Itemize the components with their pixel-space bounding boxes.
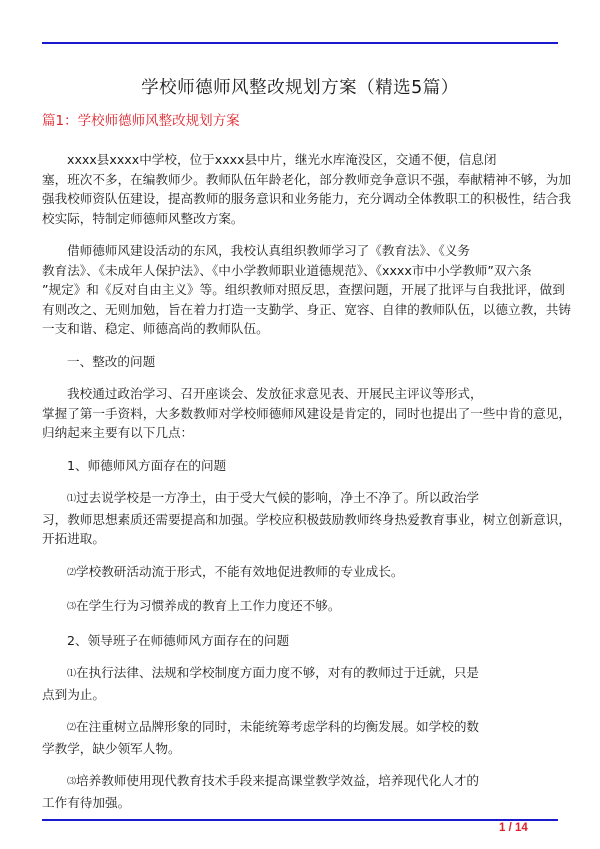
text-line: 强我校师资队伍建设，提高教师的服务意识和业务能力，充分调动全体教职工的积极性，结合我 — [42, 191, 571, 206]
list-marker: ⑴ — [67, 669, 77, 679]
text-span: 过去说学校是一方净土，由于受大气候的影响，净土不净了。所以政治学 — [76, 490, 480, 505]
footer-rule — [42, 819, 558, 821]
text-line: 塞，班次不多，在编教师少。教师队伍年龄老化，部分教师竞争意识不强，奉献精神不够，为加 — [42, 171, 571, 187]
text-line: 点到为止。 — [42, 686, 105, 702]
text-line: 掌握了第一手资料，大多数教师对学校师德师风建设是肯定的，同时也提出了一些中肯的意见， — [42, 405, 571, 421]
list-item — [42, 771, 560, 812]
text-line — [42, 488, 560, 510]
text-line: 借师德师风建设活动的东风，我校认真组织教师学习了《教育法》、《义务 — [67, 243, 470, 258]
page-indicator: 1 / 14 — [499, 822, 528, 834]
text-line: 归纳起来主要有以下几点： — [42, 425, 194, 440]
list-marker: ⑵ — [67, 567, 77, 578]
list-marker: ⑴ — [67, 494, 77, 504]
text-line — [42, 562, 560, 584]
text-line: 一支和谐、稳定、师德高尚的教师队伍。 — [42, 321, 269, 336]
text-line: 有则改之、无则加勉，旨在着力打造一支勤学、身正、宽容、自律的教师队伍，以德立教，共铸 — [42, 301, 571, 317]
list-item — [42, 596, 560, 618]
text-line — [42, 663, 560, 685]
subheading-leadership-issues — [42, 631, 560, 651]
text-span: 学校教研活动流于形式，不能有效地促进教师的专业成长。 — [76, 563, 404, 579]
document-body — [42, 150, 571, 825]
list-marker: ⑵ — [67, 723, 77, 733]
list-item — [42, 488, 571, 549]
text-span: 培养教师使用现代教育技术手段来提高课堂教学效益，培养现代化人才的 — [76, 773, 480, 788]
text-line — [42, 771, 560, 793]
paragraph-feedback — [42, 384, 571, 443]
text-line: 我校通过政治学习、召开座谈会、发放征求意见表、开展民主评议等形式， — [67, 386, 483, 401]
heading-rectification-issues — [42, 352, 560, 372]
paragraph-study — [42, 241, 571, 339]
text-span: 在注重树立品牌形象的同时，未能统筹考虑学科的均衡发展。如学校的数 — [76, 719, 480, 734]
text-line: 一、整改的问题 — [67, 353, 156, 369]
text-line: 校实际，特制定师德师风整改方案。 — [42, 210, 244, 226]
paragraph-intro — [42, 150, 571, 228]
document-title: 学校师德师风整改规划方案（精选5篇） — [141, 78, 459, 98]
list-item — [42, 717, 560, 758]
text-line: xxxx县xxxx中学校，位于xxxx县中片，继光水库淹没区，交通不便，信息闭 — [67, 152, 497, 167]
text-line: 开拓进取。 — [42, 531, 105, 546]
header-rule — [42, 42, 558, 44]
text-span: 在执行法律、法规和学校制度方面力度不够，对有的教师过于迁就，只是 — [76, 665, 480, 680]
list-item — [42, 562, 560, 584]
subheading-teacher-issues — [42, 456, 560, 476]
text-line: 工作有待加强。 — [42, 794, 131, 810]
text-line: 习，教师思想素质还需要提高和加强。学校应积极鼓励教师终身热爱教育事业，树立创新意识， — [42, 511, 571, 527]
text-line: ”规定》和《反对自由主义》等。组织教师对照反思，查摆问题，开展了批评与自我批评，做到 — [42, 282, 565, 297]
text-span: 在学生行为习惯养成的教育上工作力度还不够。 — [76, 598, 341, 613]
section-heading: 篇1：学校师德师风整改规划方案 — [42, 113, 240, 129]
list-marker: ⑶ — [67, 777, 77, 787]
list-item — [42, 663, 560, 704]
text-line — [42, 596, 560, 618]
text-line: 1、师德师风方面存在的问题 — [67, 457, 227, 473]
text-line: 学教学，缺少领军人物。 — [42, 740, 181, 756]
text-line: 2、领导班子在师德师风方面存在的问题 — [67, 632, 290, 648]
list-marker: ⑶ — [67, 602, 77, 612]
text-line: 教育法》、《未成年人保护法》、《中小学教师职业道德规范》、《xxxx市中小学教师”双六条 — [42, 262, 532, 278]
text-line — [42, 717, 560, 739]
